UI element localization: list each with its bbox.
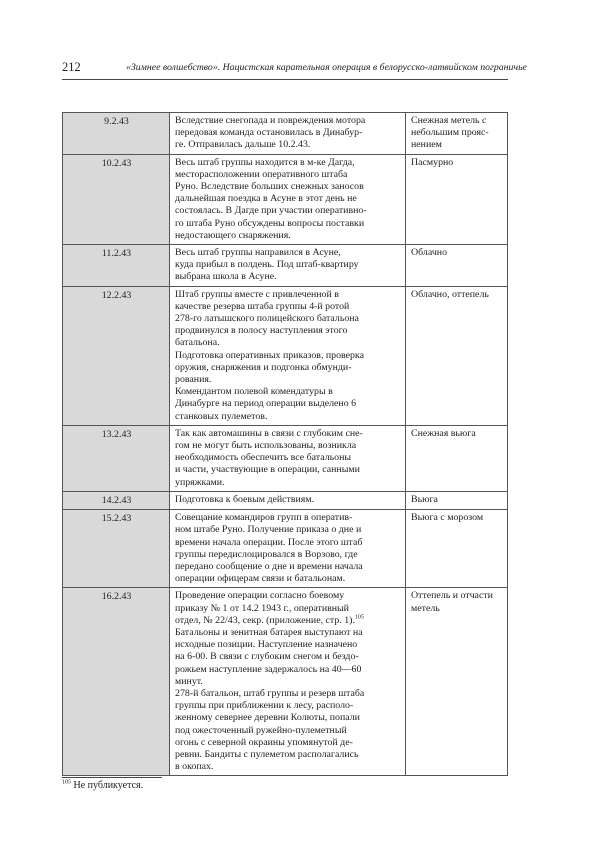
table-row xyxy=(63,245,508,287)
event-line-text: огонь с северной окраины упомянутой де- xyxy=(175,736,353,748)
event-line-text: ном штабе Руно. Получение приказа о дне и xyxy=(175,524,362,536)
event-line-text: исходные позиции. Наступление назначено xyxy=(175,639,358,651)
weather-cell: Снежная метель с небольшим прояс-нением xyxy=(406,113,508,155)
date-cell: 11.2.43 xyxy=(63,245,170,287)
event-line-text: состоялась. В Дагде при участии оперативно- xyxy=(175,205,367,217)
event-line-text: на 6-00. В связи с глубоким снегом и бездо- xyxy=(175,651,359,663)
event-line-text: операции офицерам связи и батальонам. xyxy=(175,573,346,585)
event-line-text: минут. xyxy=(175,675,203,687)
event-line xyxy=(175,615,401,627)
table-row xyxy=(63,510,508,588)
footnote-ref: 105 xyxy=(354,614,364,621)
event-line xyxy=(175,590,401,602)
footnote xyxy=(62,780,143,791)
event-line xyxy=(175,428,401,440)
date-cell: 16.2.43 xyxy=(63,588,170,776)
weather-cell: Оттепель и отчасти метель xyxy=(406,588,508,776)
event-line xyxy=(175,477,401,489)
event-line-text: месторасположении оперативного штаба xyxy=(175,168,348,180)
event-line-text: времени начала операции. После этого штаб xyxy=(175,536,363,548)
event-line xyxy=(175,230,401,242)
event-line xyxy=(175,271,401,283)
page-header xyxy=(62,58,527,80)
war-diary-table xyxy=(62,112,508,776)
event-line-text: оружия, снаряжения и подгонка обмунди- xyxy=(175,361,352,373)
event-line xyxy=(175,639,401,651)
event-line-text: упряжками. xyxy=(175,476,225,488)
event-line xyxy=(175,374,401,386)
event-line xyxy=(175,603,401,615)
event-line xyxy=(175,350,401,362)
event-line-text: 278-й батальон, штаб группы и резерв штаба xyxy=(175,687,365,699)
event-line xyxy=(175,549,401,561)
table-row xyxy=(63,113,508,155)
event-line xyxy=(175,737,401,749)
table-row xyxy=(63,425,508,491)
event-cell xyxy=(170,113,406,155)
event-line xyxy=(175,157,401,169)
event-line-text: группы передислоцировался в Ворзово, где xyxy=(175,548,358,560)
date-cell: 13.2.43 xyxy=(63,425,170,491)
event-line-text: Весь штаб группы направился в Асуне, xyxy=(175,247,341,259)
event-line-text: Комендантом полевой комендатуры в xyxy=(175,386,333,398)
date-cell: 9.2.43 xyxy=(63,113,170,155)
event-line-text: ревни. Бандиты с пулеметом располагались xyxy=(175,748,359,760)
running-title: «Зимнее волшебство». Нацистская карательная операция в белорусско-латвийском пограничье xyxy=(126,62,527,73)
event-line xyxy=(175,676,401,688)
event-line xyxy=(175,169,401,181)
event-line xyxy=(175,411,401,423)
table-row xyxy=(63,286,508,425)
header-rule xyxy=(62,79,508,80)
event-line xyxy=(175,289,401,301)
event-line-text: женному севернее деревни Колюты, попали xyxy=(175,712,360,724)
event-line-text: Проведение операции согласно боевому xyxy=(175,590,345,602)
event-line xyxy=(175,218,401,230)
weather-cell: Пасмурно xyxy=(406,154,508,244)
date-cell: 14.2.43 xyxy=(63,491,170,509)
event-cell xyxy=(170,425,406,491)
event-line xyxy=(175,573,401,585)
footnote-number: 105 xyxy=(62,779,71,786)
event-line-text: передано сообщение о дне и времени начала xyxy=(175,560,363,572)
table-row xyxy=(63,588,508,776)
event-line-text: продвинулся в полосу наступления этого xyxy=(175,325,348,337)
weather-cell: Вьюга xyxy=(406,491,508,509)
footnote-text: Не публикуется. xyxy=(73,780,144,791)
event-line xyxy=(175,440,401,452)
table-row xyxy=(63,491,508,509)
event-line xyxy=(175,127,401,139)
event-line-text: Батальоны и зенитная батарея выступают на xyxy=(175,626,363,638)
event-line-text: приказу № 1 от 14.2 1943 г., оперативный xyxy=(175,602,349,614)
event-line xyxy=(175,205,401,217)
event-line xyxy=(175,664,401,676)
event-line xyxy=(175,651,401,663)
event-line xyxy=(175,301,401,313)
event-line-text: выбрана школа в Асуне. xyxy=(175,271,277,283)
event-line-text: отдел, № 22/43, секр. (приложение, стр. 1). xyxy=(175,614,355,626)
event-line xyxy=(175,193,401,205)
event-line-text: батальона. xyxy=(175,337,220,349)
event-line xyxy=(175,537,401,549)
weather-cell: Вьюга с морозом xyxy=(406,510,508,588)
event-line-text: под ожесточенный ружейно-пулеметный xyxy=(175,724,347,736)
event-line-text: станковых пулеметов. xyxy=(175,410,268,422)
date-cell: 10.2.43 xyxy=(63,154,170,244)
event-line-text: Штаб группы вместе с привлеченной в xyxy=(175,288,339,300)
event-cell xyxy=(170,588,406,776)
page-number: 212 xyxy=(62,60,81,74)
event-line xyxy=(175,259,401,271)
event-line-text: Подготовка оперативных приказов, проверка xyxy=(175,349,364,361)
event-line-text: ге. Отправилась дальше 10.2.43. xyxy=(175,139,311,151)
event-line-text: Совещание командиров групп в оператив- xyxy=(175,512,353,524)
event-line xyxy=(175,115,401,127)
event-line-text: дальнейшая поездка в Асуне в этот день не xyxy=(175,193,357,205)
event-line xyxy=(175,688,401,700)
event-line-text: качестве резерва штаба группы 4-й ротой xyxy=(175,300,350,312)
event-line-text: в окопах. xyxy=(175,761,214,773)
event-line-text: передовая команда остановилась в Динабур- xyxy=(175,127,363,139)
event-line-text: рожьем наступление задержалось на 40—60 xyxy=(175,663,362,675)
weather-cell: Снежная вьюга xyxy=(406,425,508,491)
event-line xyxy=(175,362,401,374)
event-line xyxy=(175,247,401,259)
footnote-rule xyxy=(62,777,162,778)
event-line-text: недостающего снаряжения. xyxy=(175,229,291,241)
event-line xyxy=(175,749,401,761)
event-cell xyxy=(170,154,406,244)
weather-cell: Облачно xyxy=(406,245,508,287)
event-line xyxy=(175,386,401,398)
event-line-text: куда прибыл в полдень. Под штаб-квартиру xyxy=(175,259,359,271)
weather-cell: Облачно, оттепель xyxy=(406,286,508,425)
event-line xyxy=(175,512,401,524)
event-line-text: Динабурге на период операции выделено 6 xyxy=(175,398,357,410)
event-line xyxy=(175,712,401,724)
event-line-text: рования. xyxy=(175,374,212,386)
event-line xyxy=(175,325,401,337)
event-line xyxy=(175,725,401,737)
event-line xyxy=(175,627,401,639)
event-line-text: Весь штаб группы находится в м-ке Дагда, xyxy=(175,156,355,168)
event-line xyxy=(175,337,401,349)
event-cell xyxy=(170,286,406,425)
event-line-text: Вследствие снегопада и повреждения мотора xyxy=(175,115,366,126)
event-line xyxy=(175,313,401,325)
event-line xyxy=(175,700,401,712)
date-cell: 12.2.43 xyxy=(63,286,170,425)
event-line-text: Подготовка к боевым действиям. xyxy=(175,493,315,505)
event-cell xyxy=(170,491,406,509)
event-cell xyxy=(170,510,406,588)
event-line xyxy=(175,524,401,536)
event-line-text: го штаба Руно обсуждены вопросы поставки xyxy=(175,217,365,229)
event-line xyxy=(175,452,401,464)
event-cell xyxy=(170,245,406,287)
event-line-text: Так как автомашины в связи с глубоким сне- xyxy=(175,427,363,439)
event-line xyxy=(175,494,401,506)
event-line-text: гом не могут быть использованы, возникла xyxy=(175,440,357,452)
event-line xyxy=(175,181,401,193)
date-cell: 15.2.43 xyxy=(63,510,170,588)
event-line-text: и части, участвующие в операции, санными xyxy=(175,464,360,476)
event-line-text: группы при приближении к лесу, располо- xyxy=(175,700,354,712)
event-line xyxy=(175,464,401,476)
event-line xyxy=(175,561,401,573)
table-body xyxy=(63,113,508,776)
table-row xyxy=(63,154,508,244)
event-line-text: 278-го латышского полицейского батальона xyxy=(175,313,359,325)
event-line xyxy=(175,398,401,410)
event-line xyxy=(175,761,401,773)
event-line xyxy=(175,139,401,151)
event-line-text: Руно. Вследствие больших снежных заносов xyxy=(175,181,364,193)
event-line-text: необходимость обеспечить все батальоны xyxy=(175,452,351,464)
